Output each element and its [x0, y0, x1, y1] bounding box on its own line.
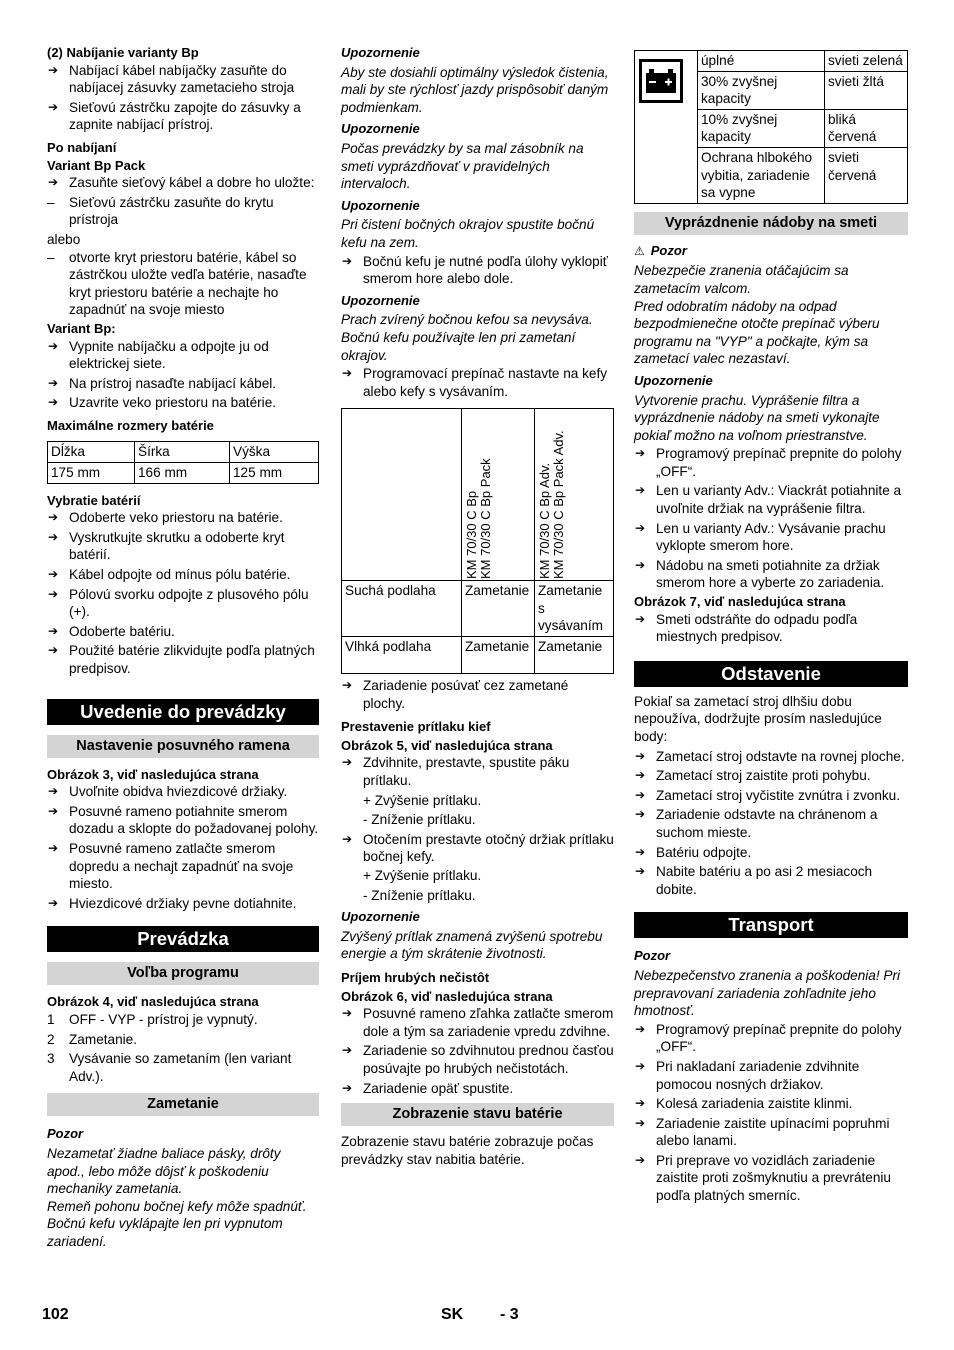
list-item: ➔ Zasuňte sieťový kábel a dobre ho uložte:: [47, 174, 319, 192]
table-cell: 30% zvyšnej kapacity: [698, 71, 825, 109]
list-item: ➔ Zariadenie posúvať cez zametané plochy.: [341, 677, 614, 712]
table-cell: Výška: [230, 442, 319, 463]
pressure-decrease: - Zníženie prítlaku.: [363, 812, 476, 828]
list-item: ➔ Smeti odstráňte do odpadu podľa miestnych predpisov.: [634, 611, 908, 646]
note-label: Upozornenie: [634, 372, 713, 388]
table-cell: [535, 409, 614, 581]
table-row: [48, 442, 319, 463]
battery-icon: [639, 59, 683, 103]
list-item: ➔ Zametací stroj odstavte na rovnej ploche.: [634, 748, 908, 766]
note-text: Pri čistení bočných okrajov spustite bočnú kefu na zem.: [341, 217, 595, 250]
list-item: [47, 1050, 319, 1085]
list-item: ➔ Otočením prestavte otočný držiak prítlaku bočnej kefy.: [341, 831, 614, 866]
item-text: OFF - VYP - prístroj je vypnutý.: [69, 1011, 258, 1027]
table-cell: úplné: [698, 51, 825, 72]
table-cell: Zametanie: [535, 637, 614, 674]
subsection-header-battery-display: Zobrazenie stavu batérie: [341, 1103, 614, 1126]
item-text: Zametanie.: [69, 1031, 138, 1047]
heading-coarse-dirt: Príjem hrubých nečistôt: [341, 969, 490, 985]
table-row: [342, 637, 614, 674]
list-item: ➔ Bočnú kefu je nutné podľa úlohy vyklopiť smerom hore alebo dole.: [341, 253, 614, 288]
list-item: ➔ Posuvné rameno potiahnite smerom dozadu a sklopte do požadovanej polohy.: [47, 803, 319, 838]
list-item: – otvorte kryt priestoru batérie, kábel so zástrčkou uložte vedľa batérie, nasaďte kryt priestoru batérie a nechajte ho zapadnúť na svoje miesto: [47, 249, 319, 319]
model-name: KM 70/30 C Bp Pack Adv.: [551, 430, 566, 580]
item-number: 1: [47, 1011, 55, 1027]
model-name: KM 70/30 C Bp Pack: [478, 458, 493, 580]
list-item: ➔ Zametací stroj zaistite proti pohybu.: [634, 767, 908, 785]
caution-text: Nezametať žiadne baliace pásky, drôty apod., lebo môže dôjsť k poškodeniu mechaniky zametania.: [47, 1145, 281, 1197]
list-item: [47, 1031, 319, 1049]
shutdown-text: Pokiaľ sa zametací stroj dlhšiu dobu nepoužíva, dodržujte prosím nasledujúce body:: [634, 693, 882, 744]
list-item: ➔ Posuvné rameno zatlačte smerom dopredu a nechajt zapadnúť na svoje miesto.: [47, 840, 319, 893]
section-header-shutdown: Odstavenie: [634, 661, 908, 687]
model-header: [465, 415, 493, 579]
table-cell: 125 mm: [230, 463, 319, 484]
list-item: ➔ Zariadenie odstavte na chránenom a suchom mieste.: [634, 806, 908, 841]
text-alebo: alebo: [47, 231, 81, 247]
figure-reference: Obrázok 4, viď nasledujúca strana: [47, 994, 259, 1010]
caution-label-text: Pozor: [650, 242, 687, 258]
table-cell: [342, 409, 462, 581]
table-cell: Suchá podlaha: [342, 581, 462, 637]
note-text: Vytvorenie prachu. Vyprášenie filtra a vyprázdnenie nádoby na smeti vykonajte pokiaľ možno na voľnom priestranstve.: [634, 392, 880, 443]
column-3: [634, 50, 908, 1205]
caution-label: [634, 242, 908, 261]
heading-battery-removal: Vybratie batérií: [47, 492, 141, 508]
model-name: KM 70/30 C Bp: [464, 491, 479, 580]
program-mode-table: [341, 408, 614, 674]
table-cell: bliká červená: [825, 109, 908, 147]
list-item: ➔ Odoberte veko priestoru na batérie.: [47, 509, 319, 527]
caution-label: Pozor: [47, 1126, 84, 1142]
page-sub-number: - 3: [500, 1306, 519, 1323]
table-cell: Vlhká podlaha: [342, 637, 462, 674]
list-item: ➔ Nabite batériu a po asi 2 mesiacoch dobite.: [634, 863, 908, 898]
model-name: KM 70/30 C Bp Adv.: [537, 463, 552, 580]
table-row: [342, 409, 614, 581]
table-cell: Zametanie: [462, 581, 535, 637]
language-code: SK: [441, 1306, 464, 1323]
list-item: ➔ Programový prepínač prepnite do polohy „OFF“.: [634, 445, 908, 480]
list-item: ➔ Kábel odpojte od mínus pólu batérie.: [47, 566, 319, 584]
figure-reference: Obrázok 6, viď nasledujúca strana: [341, 988, 553, 1004]
list-item: ➔ Použité batérie zlikvidujte podľa platných predpisov.: [47, 642, 319, 677]
note-label: Upozornenie: [341, 197, 420, 213]
battery-icon-cell: [635, 51, 698, 204]
figure-reference: Obrázok 3, viď nasledujúca strana: [47, 766, 259, 782]
table-cell: Šírka: [135, 442, 230, 463]
heading-brush-pressure: Prestavenie prítlaku kief: [341, 719, 491, 735]
list-item: ➔ Zariadenie so zdvihnutou prednou časťou posúvajte po hrubých nečistotách.: [341, 1042, 614, 1077]
list-item: ➔ Na prístroj nasaďte nabíjací kábel.: [47, 375, 319, 393]
subsection-header-empty-bin: Vyprázdnenie nádoby na smeti: [634, 212, 908, 235]
table-cell: 166 mm: [135, 463, 230, 484]
caution-text: Remeň pohonu bočnej kefy môže spadnúť. Bočnú kefu vyklápajte len pri vypnutom zariadení.: [47, 1198, 307, 1249]
subsection-header-sweeping: Zametanie: [47, 1093, 319, 1116]
list-item: ➔ Batériu odpojte.: [634, 844, 908, 862]
list-item: ➔ Len u varianty Adv.: Vysávanie prachu vyklopte smerom hore.: [634, 520, 908, 555]
list-item: ➔ Vyskrutkujte skrutku a odoberte kryt batérií.: [47, 529, 319, 564]
battery-display-text: Zobrazenie stavu batérie zobrazuje počas prevádzky stav nabitia batérie.: [341, 1134, 594, 1167]
table-cell: 10% zvyšnej kapacity: [698, 109, 825, 147]
note-label: Upozornenie: [341, 45, 420, 60]
list-item: ➔ Hviezdicové držiaky pevne dotiahnite.: [47, 895, 319, 913]
pressure-increase: + Zvýšenie prítlaku.: [363, 868, 482, 883]
figure-reference: Obrázok 7, viď nasledujúca strana: [634, 594, 846, 610]
list-item: ➔ Zdvihnite, prestavte, spustite páku prítlaku.: [341, 754, 614, 789]
list-item: ➔ Zariadenie zaistite upínacími popruhmi alebo lanami.: [634, 1115, 908, 1150]
table-row: [48, 463, 319, 484]
caution-text: Nebezpečenstvo zranenia a poškodenia! Pri prepravovaní zariadenia zohľadnite jeho hmotnosť.: [634, 967, 901, 1019]
table-cell: Dĺžka: [48, 442, 135, 463]
table-cell: Zametanie: [462, 637, 535, 674]
pressure-increase: + Zvýšenie prítlaku.: [363, 792, 482, 808]
list-item: ➔ Odoberte batériu.: [47, 623, 319, 641]
list-item: [47, 1011, 319, 1029]
heading-battery-dims: Maximálne rozmery batérie: [47, 417, 214, 433]
caution-text: Nebezpečie zranenia otáčajúcim sa zametacím valcom.: [634, 263, 849, 296]
heading-after-charging: Po nabíjaní: [47, 139, 117, 155]
note-label: Upozornenie: [341, 292, 420, 308]
list-item: ➔ Posuvné rameno zľahka zatlačte smerom dole a tým sa zariadenie vpredu zdvihne.: [341, 1005, 614, 1040]
list-item: ➔ Vypnite nabíjačku a odpojte ju od elektrickej siete.: [47, 338, 319, 373]
list-item: ➔ Len u varianty Adv.: Viackrát potiahnite a uvoľnite držiak na vyprášenie filtra.: [634, 482, 908, 517]
item-number: 3: [47, 1051, 55, 1067]
section-header-operation: Prevádzka: [47, 926, 319, 952]
table-cell: Zametanie s vysávaním: [535, 581, 614, 637]
list-item: ➔ Zariadenie opäť spustite.: [341, 1080, 614, 1098]
table-cell: svieti červená: [825, 147, 908, 203]
list-item: ➔ Programový prepínač prepnite do polohy „OFF“.: [634, 1021, 908, 1056]
item-text: Vysávanie so zametaním (len variant Adv.).: [69, 1051, 292, 1084]
list-item: ➔ Programovací prepínač nastavte na kefy alebo kefy s vysávaním.: [341, 365, 614, 400]
item-number: 2: [47, 1031, 55, 1047]
list-item: ➔ Uzavrite veko priestoru na batérie.: [47, 394, 319, 412]
list-item: ➔ Nádobu na smeti potiahnite za držiak smerom hore a vyberte zo zariadenia.: [634, 557, 908, 592]
battery-dims-table: [47, 441, 319, 483]
table-cell: svieti zelená: [825, 51, 908, 72]
section-header-transport: Transport: [634, 912, 908, 938]
section-header-startup: Uvedenie do prevádzky: [47, 699, 319, 725]
table-cell: 175 mm: [48, 463, 135, 484]
heading-charge-bp: (2) Nabíjanie varianty Bp: [47, 45, 199, 60]
pressure-decrease: - Zníženie prítlaku.: [363, 887, 476, 903]
table-cell: [462, 409, 535, 581]
list-item: ➔ Pólovú svorku odpojte z plusového pólu (+).: [47, 586, 319, 621]
list-item: ➔ Pri nakladaní zariadenie zdvihnite pomocou nosných držiakov.: [634, 1058, 908, 1093]
note-text: Prach zvírený bočnou kefou sa nevysáva. Bočnú kefu používajte len pri zametaní okrajov.: [341, 312, 593, 363]
table-cell: svieti žltá: [825, 71, 908, 109]
list-item: ➔ Uvoľnite obidva hviezdicové držiaky.: [47, 783, 319, 801]
list-item: – Sieťovú zástrčku zasuňte do krytu prístroja: [47, 194, 319, 229]
model-header: [538, 415, 566, 579]
note-label: Upozornenie: [341, 121, 420, 137]
list-item: ➔ Pri preprave vo vozidlách zariadenie zaistite proti zošmyknutiu a prevráteniu podľa platných smerníc.: [634, 1152, 908, 1205]
subsection-header-arm: Nastavenie posuvného ramena: [47, 735, 319, 758]
note-label: Upozornenie: [341, 909, 420, 925]
note-text: Zvýšený prítlak znamená zvýšenú spotrebu energie a tým skrátenie životnosti.: [341, 928, 603, 962]
list-item: ➔ Nabíjací kábel nabíjačky zasuňte do nabíjacej zásuvky zametacieho stroja: [47, 62, 319, 97]
column-1: [47, 42, 319, 1250]
heading-variant-bp-pack: Variant Bp Pack: [47, 157, 146, 173]
note-text: Aby ste dosiahli optimálny výsledok čistenia, mali by ste rýchlosť jazdy prispôsobiť daným podmienkam.: [341, 64, 609, 115]
heading-variant-bp: Variant Bp:: [47, 320, 116, 336]
list-item: ➔ Sieťovú zástrčku zapojte do zásuvky a zapnite nabíjací prístroj.: [47, 99, 319, 134]
note-text: Počas prevádzky by sa mal zásobník na smeti vyprázdňovať v pravidelných intervaloch.: [341, 140, 584, 192]
list-item: ➔ Kolesá zariadenia zaistite klinmi.: [634, 1095, 908, 1113]
warning-icon: ⚠: [634, 243, 645, 258]
list-item: ➔ Zametací stroj vyčistite zvnútra i zvonku.: [634, 787, 908, 805]
battery-status-table: [634, 50, 908, 204]
column-2: [341, 42, 614, 1168]
subsection-header-program: Voľba programu: [47, 962, 319, 985]
page-number: 102: [42, 1306, 69, 1323]
caution-label: Pozor: [634, 948, 671, 964]
table-row: [342, 581, 614, 637]
figure-reference: Obrázok 5, viď nasledujúca strana: [341, 737, 553, 753]
table-row: [635, 51, 908, 72]
table-cell: Ochrana hlbokého vybitia, zariadenie sa vypne: [698, 147, 825, 203]
caution-text: Pred odobratím nádoby na odpad bezpodmienečne otočte prepínač výberu programu na "VYP" a počkajte, kým sa zametací valec nezastaví.: [634, 298, 880, 367]
